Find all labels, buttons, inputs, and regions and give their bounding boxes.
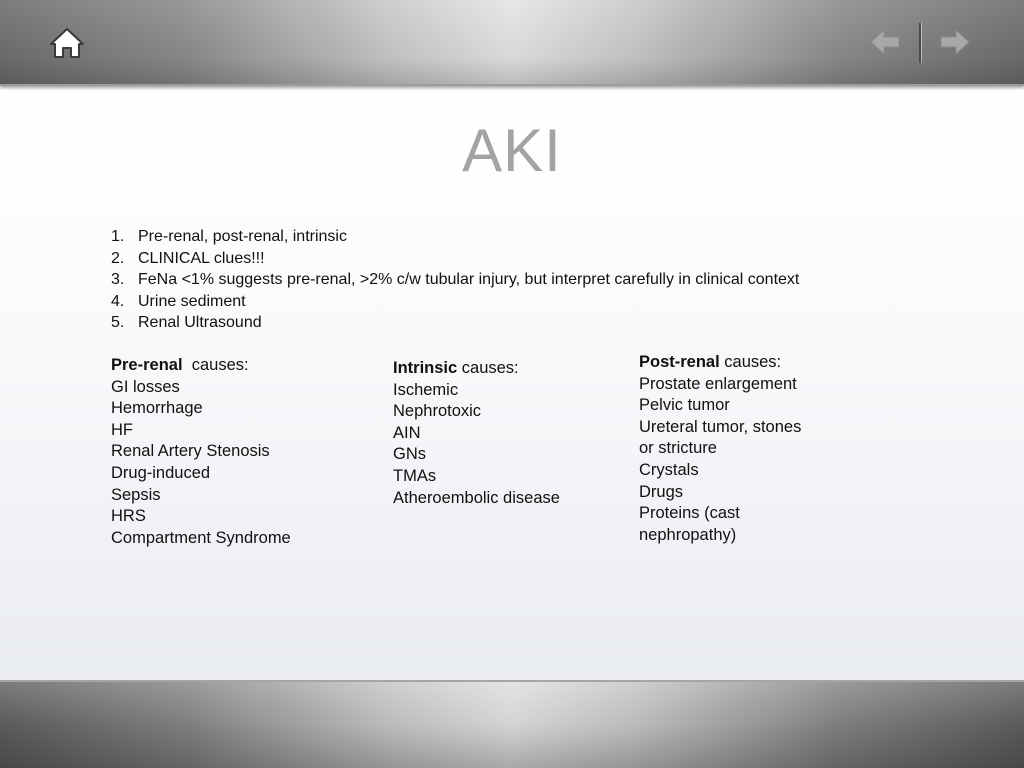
- list-item: Compartment Syndrome: [111, 528, 291, 547]
- list-item: TMAs: [393, 466, 437, 485]
- list-item: [111, 269, 799, 291]
- prerenal-causes: [111, 355, 291, 549]
- key-points-list: [111, 226, 799, 334]
- nav-divider: [919, 23, 921, 63]
- prerenal-heading-bold: Pre-renal: [111, 356, 183, 374]
- list-text: FeNa <1% suggests pre-renal, >2% c/w tubular injury, but interpret carefully in clinical context: [138, 271, 800, 289]
- home-icon: [49, 26, 85, 60]
- list-item: [111, 312, 799, 334]
- list-number: 3.: [111, 271, 125, 289]
- postrenal-heading: [639, 352, 801, 374]
- next-slide-button[interactable]: [938, 27, 972, 57]
- list-item: Crystals: [639, 460, 699, 479]
- intrinsic-heading-rest: causes:: [457, 359, 519, 377]
- previous-slide-button[interactable]: [868, 27, 902, 57]
- prerenal-heading: [111, 355, 291, 377]
- list-item: Renal Artery Stenosis: [111, 442, 270, 461]
- list-number: 1.: [111, 228, 125, 245]
- list-item: Sepsis: [111, 485, 161, 504]
- list-number: 4.: [111, 292, 125, 310]
- top-toolbar: [0, 0, 1024, 86]
- intrinsic-heading-bold: Intrinsic: [393, 359, 458, 377]
- list-text: Renal Ultrasound: [138, 314, 262, 332]
- list-item: Nephrotoxic: [393, 402, 482, 421]
- arrow-right-icon: [938, 27, 972, 57]
- list-item: Ureteral tumor, stones: [639, 417, 802, 436]
- list-item: GI losses: [111, 377, 180, 396]
- home-button[interactable]: [49, 26, 85, 60]
- intrinsic-heading: [393, 358, 560, 380]
- slide-title: AKI: [462, 117, 562, 184]
- list-item: HRS: [111, 507, 146, 526]
- arrow-left-icon: [868, 27, 902, 57]
- list-item: Proteins (cast: [639, 504, 740, 523]
- list-item: GNs: [393, 445, 426, 464]
- list-item: Prostate enlargement: [639, 374, 797, 393]
- intrinsic-causes: [393, 358, 560, 509]
- list-item: Drug-induced: [111, 463, 211, 482]
- list-number: 5.: [111, 314, 125, 332]
- list-text: Urine sediment: [138, 292, 246, 310]
- list-item: HF: [111, 420, 133, 439]
- postrenal-causes: [639, 352, 801, 546]
- postrenal-heading-bold: Post-renal: [639, 353, 720, 371]
- list-item: Drugs: [639, 482, 684, 501]
- postrenal-heading-rest: causes:: [719, 353, 782, 371]
- list-item: [111, 291, 799, 313]
- list-item: Hemorrhage: [111, 399, 203, 418]
- list-item: nephropathy): [639, 525, 737, 544]
- list-text: CLINICAL clues!!!: [138, 249, 265, 267]
- list-item: or stricture: [639, 439, 717, 458]
- list-item: Atheroembolic disease: [393, 488, 560, 507]
- list-item: AIN: [393, 423, 421, 442]
- list-item: [111, 248, 799, 270]
- prerenal-heading-rest: causes:: [182, 356, 249, 374]
- list-item: Pelvic tumor: [639, 396, 730, 415]
- list-item: Ischemic: [393, 380, 459, 399]
- list-item: [111, 226, 799, 248]
- list-text: Pre-renal, post-renal, intrinsic: [138, 228, 347, 245]
- bottom-toolbar: [0, 680, 1024, 768]
- list-number: 2.: [111, 249, 125, 267]
